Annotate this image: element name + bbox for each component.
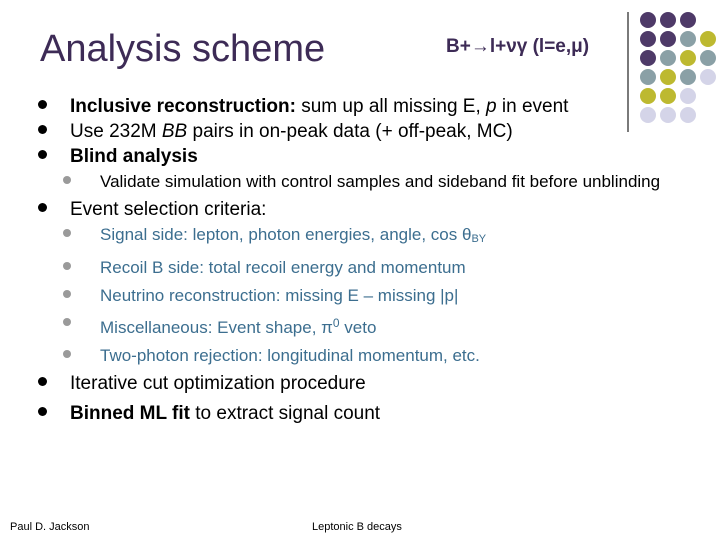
bullet-bold-label: Inclusive reconstruction: (70, 96, 296, 117)
bullet-dot-icon (38, 203, 47, 212)
slide-body (38, 96, 718, 433)
bullet-inclusive-reconstruction (38, 96, 718, 117)
slide-title: Analysis scheme (40, 28, 326, 70)
decor-dot (680, 69, 696, 85)
bullet-dot-icon (38, 125, 47, 134)
bullet-text: Iterative cut optimization procedure (70, 373, 366, 394)
subbullet-text: missing E – missing |p| (280, 286, 459, 305)
bullet-text: sum up all missing E, (295, 96, 487, 117)
bullet-dot-icon (63, 318, 71, 326)
bullet-text: in event (496, 96, 569, 117)
bullet-dot-icon (63, 350, 71, 358)
decor-dot (660, 31, 676, 47)
subbullet-label: Two-photon rejection: (100, 346, 263, 365)
subbullet-recoil-side (38, 257, 718, 278)
subbullet-signal-side (38, 224, 718, 250)
subbullet-label: Miscellaneous: (100, 318, 213, 337)
decor-dot (660, 69, 676, 85)
footer-author: Paul D. Jackson (10, 521, 90, 533)
subbullet-two-photon (38, 345, 718, 366)
bullet-text: Event selection criteria: (70, 199, 267, 220)
bullet-italic: BB (161, 121, 188, 142)
bullet-dot-icon (63, 176, 71, 184)
bullet-bb-pairs (38, 121, 718, 142)
bullet-text: pairs in on-peak data (+ off-peak, MC) (187, 121, 513, 142)
bullet-dot-icon (38, 100, 47, 109)
decor-dot (700, 31, 716, 47)
decor-dot (660, 12, 676, 28)
subbullet-label: Recoil B side: (100, 258, 204, 277)
slide-subtitle: B+→l+νγ (l=e,μ) (446, 36, 590, 57)
bullet-iterative-cut (38, 373, 718, 394)
subbullet-text: Event shape, π (212, 318, 333, 337)
subbullet-text: lepton, photon energies, angle, cos θ (187, 225, 472, 244)
subbullet-text: longitudinal momentum, etc. (262, 346, 480, 365)
bullet-binned-ml-fit (38, 403, 718, 424)
bullet-event-selection (38, 199, 718, 220)
bullet-text: Blind analysis (70, 146, 198, 167)
bullet-dot-icon (63, 262, 71, 270)
decor-dot (700, 69, 716, 85)
subbullet-text: total recoil energy and momentum (203, 258, 466, 277)
bullet-dot-icon (63, 290, 71, 298)
decor-dot (640, 50, 656, 66)
decor-dot (680, 50, 696, 66)
subbullet-text: Validate simulation with control samples and sideband fit before unblinding (100, 172, 661, 191)
subbullet-neutrino (38, 285, 718, 306)
bullet-text: Use 232M (70, 121, 162, 142)
subbullet-label: Signal side: (100, 225, 188, 244)
subbullet-subscript: BY (471, 233, 487, 245)
subbullet-text: veto (339, 318, 377, 337)
bullet-dot-icon (38, 377, 47, 386)
decor-dot (680, 31, 696, 47)
decor-dot (640, 69, 656, 85)
decor-dot (640, 31, 656, 47)
decor-dot (640, 12, 656, 28)
bullet-dot-icon (38, 407, 47, 416)
footer-topic: Leptonic B decays (312, 521, 402, 533)
bullet-bold-label: Binned ML fit (70, 403, 190, 424)
subbullet-label: Neutrino reconstruction: (100, 286, 281, 305)
subbullet-misc (38, 313, 718, 338)
decor-dot (700, 50, 716, 66)
subbullet-validate-simulation (38, 171, 700, 192)
decor-dot (660, 50, 676, 66)
bullet-blind-analysis (38, 146, 718, 167)
decor-dot (680, 12, 696, 28)
subbullet-superscript: 0 (332, 316, 340, 330)
bullet-text: to extract signal count (189, 403, 381, 424)
bullet-dot-icon (38, 150, 47, 159)
bullet-italic: p (486, 96, 497, 117)
bullet-dot-icon (63, 229, 71, 237)
